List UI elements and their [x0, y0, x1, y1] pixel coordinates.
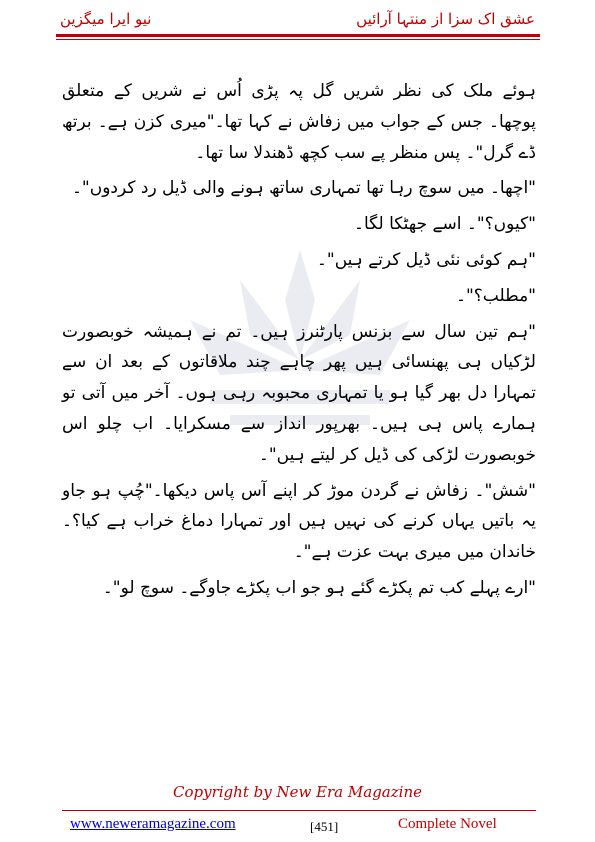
paragraph: "شش"۔ زفاش نے گردن موڑ کر اپنے آس پاس دیکھا۔"چُپ ہو جاو یہ باتیں یہاں کرنے کی نہیں ہیں اور تمہارا دماغ خراب ہے کیا؟۔ خاندان میں میری بہت عزت ہے"۔: [62, 480, 536, 563]
copyright-notice: Copyright by New Era Magazine: [173, 783, 422, 801]
paragraph: "کیوں؟"۔ اسے جھٹکا لگا۔: [353, 214, 536, 235]
novel-type-label: Complete Novel: [398, 816, 497, 832]
paragraph: "ہم تین سال سے بزنس پارٹنرز ہیں۔ تم نے ہمیشہ خوبصورت لڑکیاں ہی پھنسائی ہیں پھر چاہے چند ملاقاتوں کے بعد ان سے تمہارا دل بھر گیا ہو یا تمہاری محبوبہ رہی ہوں۔ آخر میں آتی تو ہمارے پاس ہی ہیں۔ بھرپور انداز سے مسکرایا۔ اب چلو اس خوبصورت لڑکی کی ڈیل کر لیتے ہیں"۔: [62, 321, 536, 465]
paragraph: "مطلب؟"۔: [456, 285, 536, 306]
website-link[interactable]: www.neweramagazine.com: [70, 816, 236, 832]
page-number: [451]: [310, 819, 339, 834]
novel-title: عشق اک سزا از منتہا آرائیں: [356, 10, 535, 28]
paragraph: "ہم کوئی نئی ڈیل کرتے ہیں"۔: [316, 249, 536, 270]
paragraph: "ارے پہلے کب تم پکڑے گئے ہو جو اب پکڑے جاوگے۔ سوچ لو"۔: [102, 577, 536, 598]
header-rule: [56, 34, 540, 37]
paragraph: "اچھا۔ میں سوچ رہا تھا تمہاری ساتھ ہونے والی ڈیل رد کردوں"۔: [71, 178, 536, 199]
paragraph: ہوئے ملک کی نظر شریں گل پہ پڑی اُس نے شریں کے متعلق پوچھا۔ جس کے جواب میں زفاش نے کہا تھا۔"میری کزن ہے۔ برتھ ڈے گرل"۔ پس منظر پے سب کچھ ڈھندلا سا تھا۔: [62, 81, 536, 163]
header-rule-thin: [56, 39, 540, 40]
magazine-name: نیو ایرا میگزین: [60, 10, 152, 28]
article-body: [62, 76, 536, 609]
footer-rule: [62, 810, 536, 811]
